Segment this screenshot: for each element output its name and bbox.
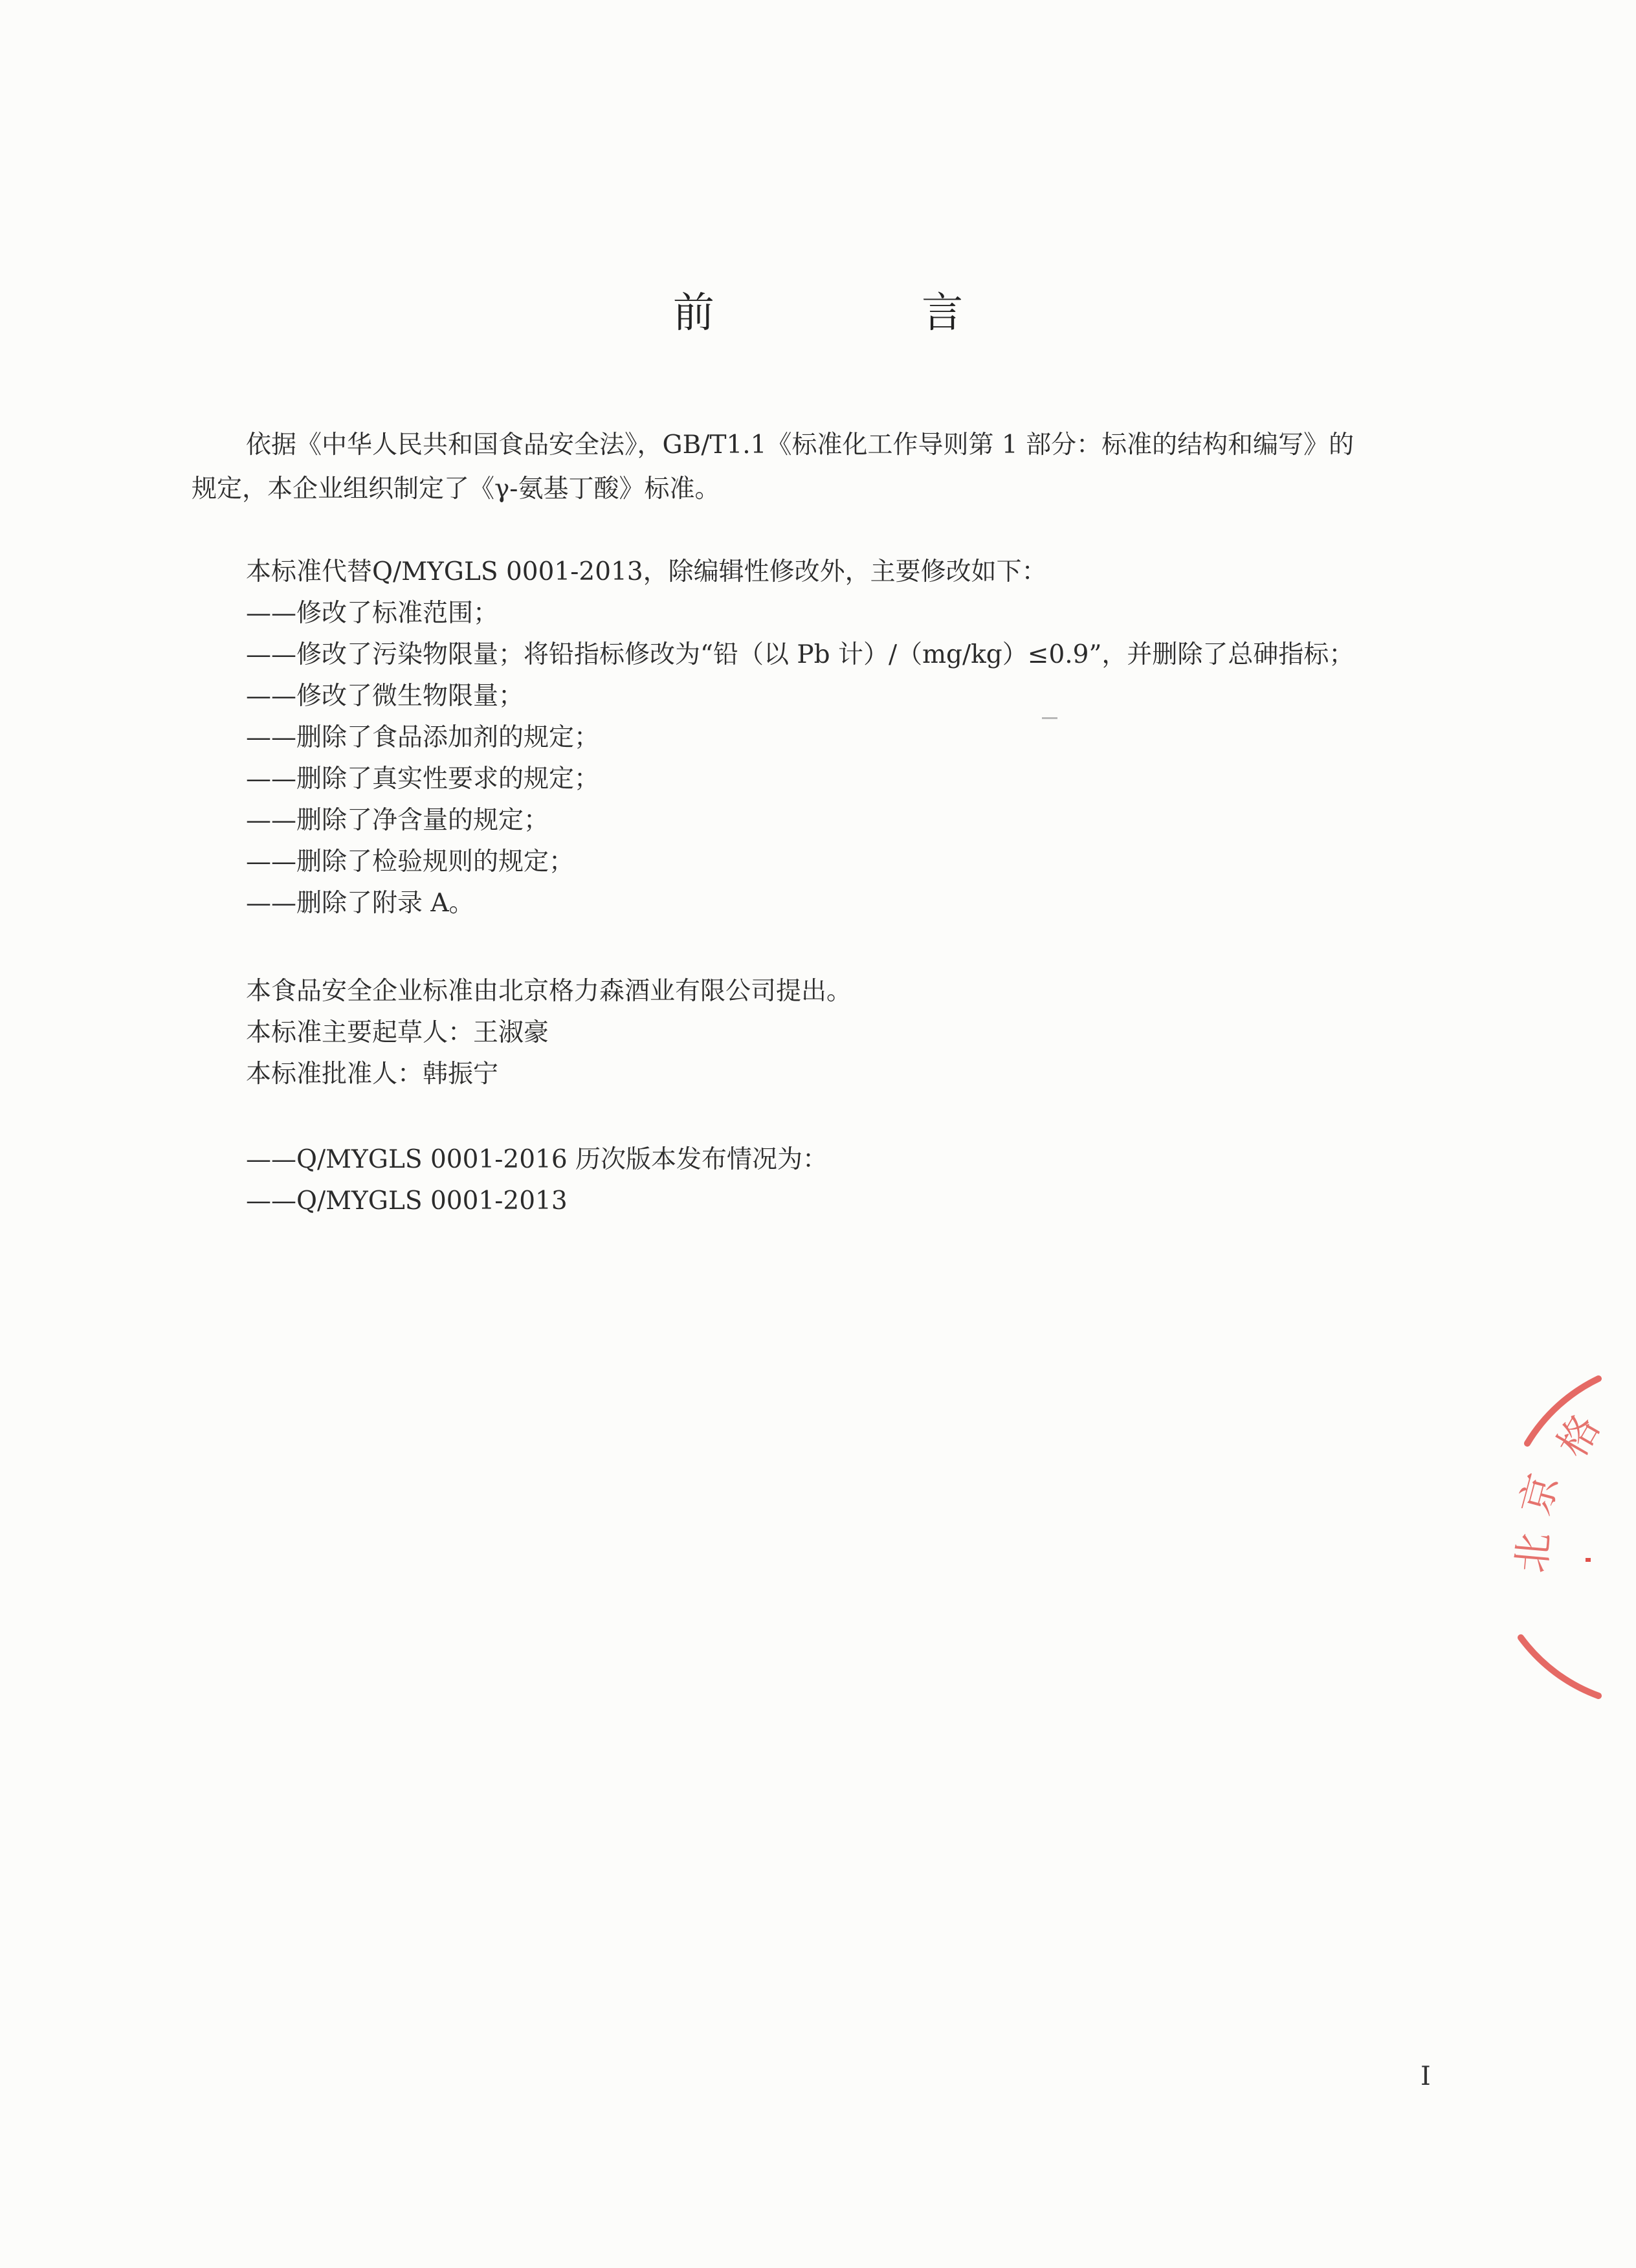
change-item: ——删除了检验规则的规定；: [246, 847, 575, 876]
page-title: 前 言: [672, 289, 1061, 337]
history-item: ——Q/MYGLS 0001-2013: [246, 1186, 568, 1216]
change-item: ——删除了食品添加剂的规定；: [246, 723, 600, 752]
scan-speck: [1042, 717, 1057, 719]
svg-text:格: 格: [1548, 1406, 1609, 1465]
change-item: ——删除了真实性要求的规定；: [246, 764, 600, 794]
paragraph1-line1: 依据《中华人民共和国食品安全法》，GB/T1.1《标准化工作导则第 1 部分：标准的结构和编写》的: [246, 430, 1354, 460]
proposer-statement: 本食品安全企业标准由北京格力森酒业有限公司提出。: [246, 977, 852, 1006]
change-item: ——修改了污染物限量；将铅指标修改为“铅（以 Pb 计）/（mg/kg）≤0.9”，并删除了总砷指标；: [246, 640, 1354, 669]
svg-text:京: 京: [1511, 1469, 1568, 1520]
change-item: ——修改了标准范围；: [246, 599, 499, 628]
svg-text:北: 北: [1508, 1530, 1558, 1575]
history-intro: ——Q/MYGLS 0001-2016 历次版本发布情况为：: [246, 1145, 828, 1174]
paragraph1-line2: 规定，本企业组织制定了《γ-氨基丁酸》标准。: [192, 474, 720, 504]
company-seal-stamp: [1508, 1366, 1636, 1702]
paragraph2-intro: 本标准代替Q/MYGLS 0001-2013，除编辑性修改外，主要修改如下：: [246, 557, 1047, 586]
change-item: ——删除了附录 A。: [246, 889, 474, 918]
change-item: ——删除了净含量的规定；: [246, 806, 549, 835]
approver-statement: 本标准批准人：韩振宁: [246, 1060, 499, 1089]
page-number: I: [1420, 2062, 1431, 2091]
change-item: ——修改了微生物限量；: [246, 682, 524, 711]
drafter-statement: 本标准主要起草人：王淑豪: [246, 1018, 549, 1047]
